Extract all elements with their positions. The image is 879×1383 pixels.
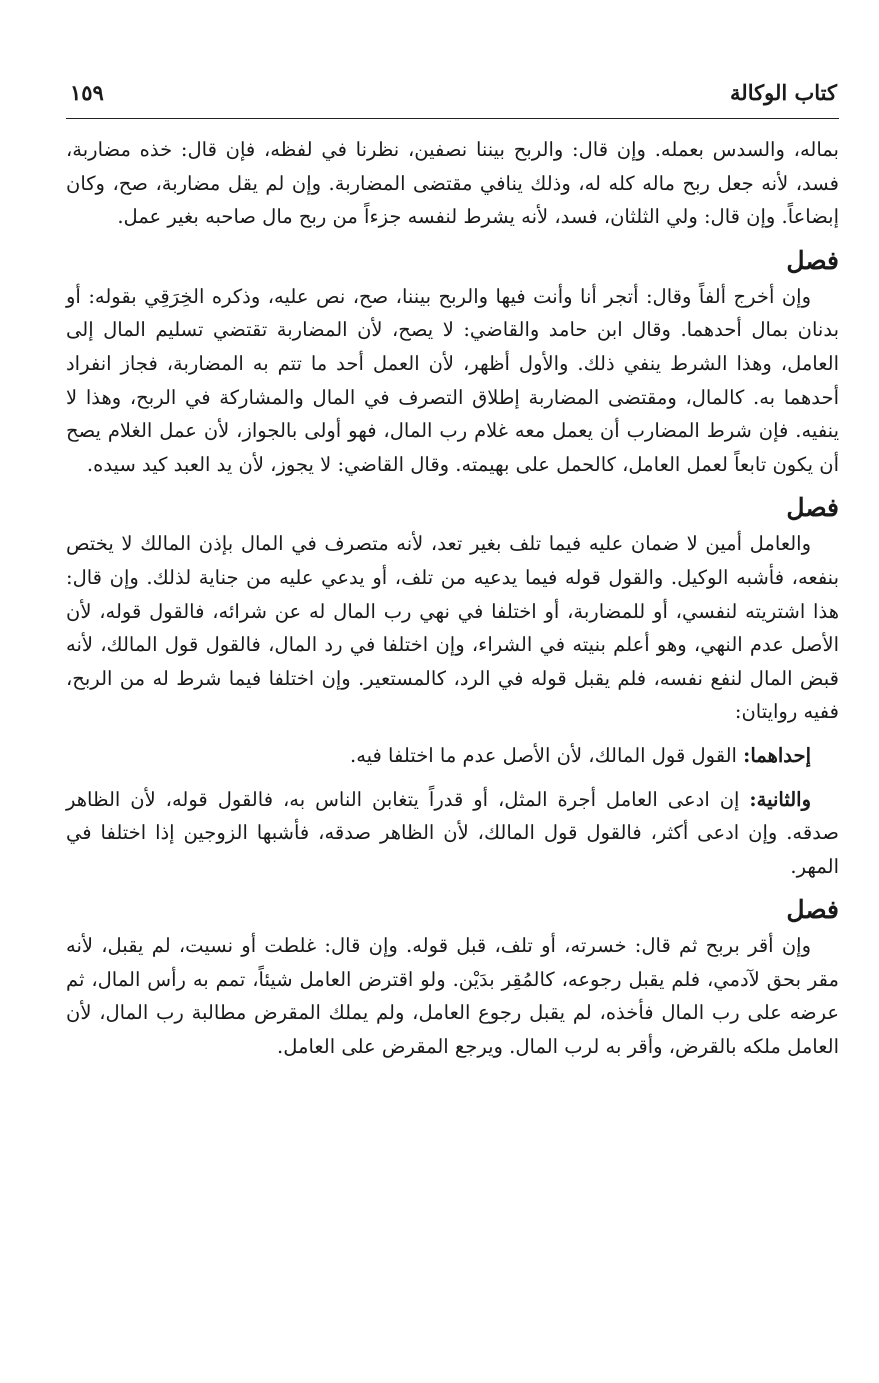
section-heading-1: فصل (786, 245, 839, 275)
book-page (66, 78, 839, 1064)
riwaya-first-text: القول قول المالك، لأن الأصل عدم ما اختلفا فيه. (350, 743, 744, 767)
riwaya-second (66, 783, 839, 884)
chapter-title: كتاب الوكالة (730, 80, 837, 105)
running-header (66, 78, 839, 119)
intro-paragraph: بماله، والسدس بعمله. وإن قال: والربح بيننا نصفين، نظرنا في لفظه، فإن قال: خذه مضاربة، فسد، لأنه جعل ربح ماله كله له، وذلك ينافي مقتضى المضاربة. وإن لم يقل مضاربة، صح، وكان إبضاعاً. وإن قال: ولي الثلثان، فسد، لأنه يشرط لنفسه جزءاً من ربح مال صاحبه بغير عمل. (66, 138, 839, 229)
section-heading-2: فصل (786, 493, 839, 523)
page-body (66, 133, 839, 1064)
riwaya-first-lead: إحداهما: (743, 743, 811, 767)
section-2-paragraph: والعامل أمين لا ضمان عليه فيما تلف بغير تعد، لأنه متصرف في المال بإذن المالك لا يختص بنفعه، فأشبه الوكيل. والقول قوله فيما يدعيه من تلف، أو يدعي عليه من جناية لذلك. وإن قال: هذا اشتريته لنفسي، أو للمضاربة، أو اختلفا في نهي رب المال له عن شرائه، فالقول قوله، لأن الأصل عدم النهي، وهو أعلم بنيته في الشراء، وإن اختلفا في رد المال، فالقول قول المالك، لأنه قبض المال لنفع نفسه، فلم يقبل قوله في الرد، كالمستعير. وإن اختلفا فيما شرط له من الربح، ففيه روايتان: (66, 532, 839, 724)
page-number: ١٥٩ (70, 80, 104, 105)
section-1-paragraph: وإن أخرج ألفاً وقال: أتجر أنا وأنت فيها والربح بيننا، صح، نص عليه، وذكره الخِرَقِي بقوله: أو بدنان بمال أحدهما. وقال ابن حامد والقاضي: لا يصح، لأن المضاربة تقتضي تسليم المال إلى العامل، وهذا الشرط ينفي ذلك. والأول أظهر، لأن العمل أحد ما تتم به المضاربة، فجاز انفراد أحدهما به. كالمال، ومقتضى المضاربة إطلاق التصرف في المال والمشاركة في الربح، وهذا لا ينفيه. فإن شرط المضارب أن يعمل معه غلام رب المال، فهو أولى بالجواز، لأن عمل الغلام يصح أن يكون تابعاً لعمل العامل، كالحمل على بهيمته. وقال القاضي: لا يجوز، لأن يد العبد كيد سيده. (66, 284, 839, 476)
riwaya-second-lead: والثانية: (749, 787, 811, 811)
section-3-paragraph: وإن أقر بربح ثم قال: خسرته، أو تلف، قبل قوله. وإن قال: غلطت أو نسيت، لم يقبل، لأنه مقر بحق لآدمي، فلم يقبل رجوعه، كالمُقِر بدَيْن. ولو اقترض العامل شيئاً، تمم به رأس المال، ثم عرضه على رب المال فأخذه، لم يقبل رجوع العامل، ولم يملك المقرض مطالبة رب المال، لأن العامل ملكه بالقرض، وأقر به لرب المال. ويرجع المقرض على العامل. (66, 934, 839, 1059)
riwaya-second-text: إن ادعى العامل أجرة المثل، أو قدراً يتغابن الناس به، فالقول قوله، لأن الظاهر صدقه. وإن ادعى أكثر، فالقول قول المالك، لأن الظاهر صدقه، فأشبها الزوجين إذا اختلفا في المهر. (66, 787, 839, 878)
riwaya-first (66, 739, 839, 773)
section-heading-3: فصل (786, 895, 839, 925)
